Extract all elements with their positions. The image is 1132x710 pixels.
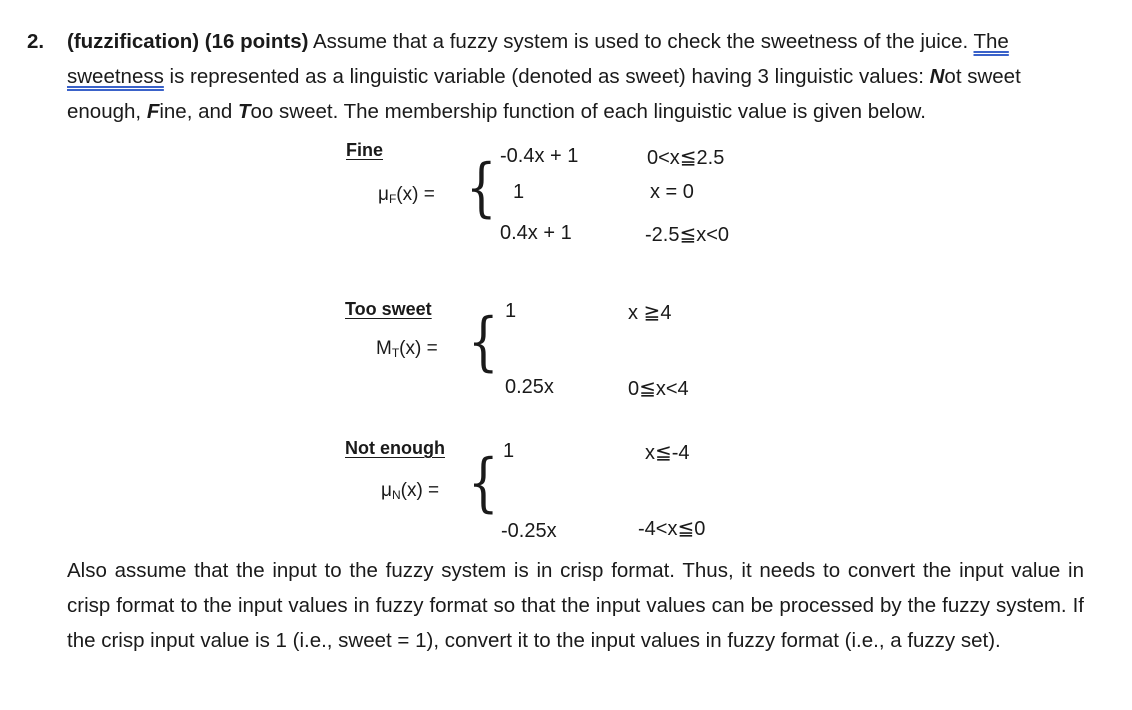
question-number: 2. — [27, 30, 45, 53]
fine-arg: (x) = — [396, 184, 435, 205]
value-too-initial: T — [238, 100, 251, 123]
not-enough-mu-symbol: μ — [381, 480, 392, 501]
intro-text-a: Assume that a fuzzy system is used to check the sweetness of the juice. — [308, 30, 974, 53]
fine-case-2-expr: 1 — [513, 181, 525, 203]
fine-subscript: F — [388, 192, 397, 206]
not-enough-case-1-expr: 1 — [503, 440, 515, 462]
not-enough-label: Not enough — [345, 438, 445, 458]
fine-case-2-cond: x = 0 — [650, 181, 694, 203]
fine-function-name — [378, 184, 435, 206]
question-line-1 — [67, 24, 1009, 59]
value-too-rest: oo sweet. The membership function of each linguistic value is given below. — [250, 100, 926, 123]
too-sweet-case-2-expr: 0.25x — [505, 376, 554, 398]
too-sweet-m-symbol: M — [376, 338, 392, 359]
intro-underlined-sweetness: sweetness — [67, 65, 164, 88]
fine-mu-symbol: μ — [378, 184, 389, 205]
not-enough-case-1-cond: x≦-4 — [645, 442, 690, 464]
too-sweet-arg: (x) = — [399, 338, 438, 359]
intro-text-b: is represented as a linguistic variable (denoted as sweet) having 3 linguistic values: — [163, 65, 930, 88]
too-sweet-label: Too sweet — [345, 299, 432, 319]
value-not-rest: ot sweet — [944, 65, 1021, 88]
not-enough-case-2-expr: -0.25x — [501, 520, 557, 542]
closing-paragraph: Also assume that the input to the fuzzy system is in crisp format. Thus, it needs to convert the input value in crisp format to the input values in fuzzy format so that the input values can be processed by the fuzzy system. If the crisp input value is 1 (i.e., sweet = 1), convert it to the input values in fuzzy format (i.e., a fuzzy set). — [67, 559, 1084, 652]
too-sweet-function-name — [376, 338, 438, 360]
too-sweet-case-1-expr: 1 — [505, 300, 517, 322]
fine-case-1-cond: 0<x≦2.5 — [647, 147, 725, 169]
line3-text: enough, — [67, 100, 147, 123]
fine-case-3-cond: -2.5≦x<0 — [645, 224, 730, 246]
question-line-3 — [67, 94, 926, 129]
not-enough-subscript: N — [391, 488, 401, 502]
value-fine-initial: F — [146, 100, 160, 123]
value-not-initial: N — [929, 65, 945, 88]
too-sweet-case-2-cond: 0≦x<4 — [628, 378, 689, 400]
fine-label: Fine — [346, 140, 384, 160]
fine-case-1-expr: -0.4x + 1 — [500, 145, 579, 167]
question-title: (fuzzification) (16 points) — [67, 30, 309, 53]
fine-case-3-expr: 0.4x + 1 — [500, 222, 572, 244]
too-sweet-subscript: T — [391, 346, 400, 360]
question-line-2 — [67, 59, 1021, 94]
too-sweet-case-1-cond: x ≧4 — [628, 302, 672, 324]
intro-underlined-the: The — [973, 30, 1009, 53]
not-enough-case-2-cond: -4<x≦0 — [638, 518, 706, 540]
value-fine-rest: ine, and — [159, 100, 238, 123]
not-enough-function-name — [381, 480, 439, 502]
too-sweet-brace: { — [468, 305, 499, 379]
not-enough-brace: { — [468, 446, 499, 520]
not-enough-arg: (x) = — [400, 480, 440, 501]
fine-brace: { — [466, 151, 497, 225]
